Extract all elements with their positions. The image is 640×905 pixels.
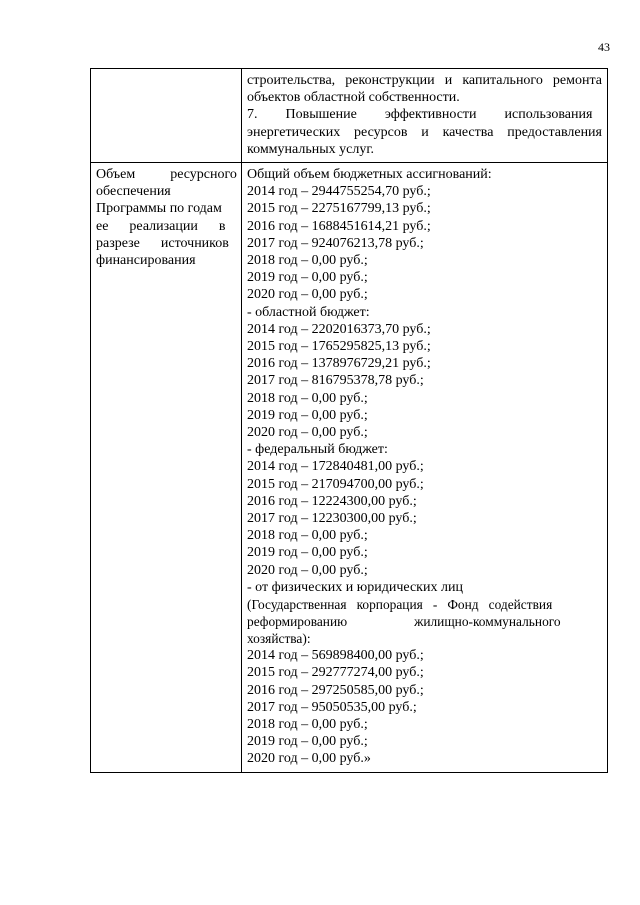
total-line: 2016 год – 1688451614,21 руб.; <box>247 218 431 234</box>
text-line: строительства, реконструкции и капитального ремонта <box>247 73 602 88</box>
section-title-federal: - федеральный бюджет: <box>247 442 388 458</box>
section-title-private: - от физических и юридических лиц <box>247 579 463 595</box>
federal-line: 2020 год – 0,00 руб.; <box>247 562 368 578</box>
federal-line: 2018 год – 0,00 руб.; <box>247 528 368 544</box>
federal-line: 2017 год – 12230300,00 руб.; <box>247 511 417 527</box>
label-line: финансирования <box>96 253 196 269</box>
federal-line: 2016 год – 12224300,00 руб.; <box>247 493 417 509</box>
text-line: коммунальных услуг. <box>247 141 375 157</box>
table-row <box>91 163 608 773</box>
label-line: разрезе источников <box>96 235 229 251</box>
private-line: 2019 год – 0,00 руб.; <box>247 734 368 750</box>
regional-line: 2018 год – 0,00 руб.; <box>247 390 368 406</box>
section-title-total: Общий объем бюджетных ассигнований: <box>247 167 492 183</box>
regional-line: 2016 год – 1378976729,21 руб.; <box>247 356 431 372</box>
federal-line: 2014 год – 172840481,00 руб.; <box>247 459 424 475</box>
label-line: обеспечения <box>96 184 171 200</box>
regional-line: 2017 год – 816795378,78 руб.; <box>247 373 424 389</box>
label-line: ее реализации в <box>96 218 226 234</box>
federal-line: 2015 год – 217094700,00 руб.; <box>247 476 424 492</box>
total-line: 2017 год – 924076213,78 руб.; <box>247 235 424 251</box>
label-line: Программы по годам <box>96 201 222 217</box>
text-line: объектов областной собственности. <box>247 90 460 106</box>
row2-left-cell <box>91 163 242 773</box>
private-line: 2015 год – 292777274,00 руб.; <box>247 665 424 681</box>
program-table <box>90 68 608 773</box>
total-line: 2014 год – 2944755254,70 руб.; <box>247 184 431 200</box>
private-desc-line: (Государственная корпорация - Фонд содействия <box>247 597 553 613</box>
private-desc-line: хозяйства): <box>247 631 311 647</box>
private-line: 2017 год – 95050535,00 руб.; <box>247 699 417 715</box>
regional-line: 2015 год – 1765295825,13 руб.; <box>247 339 431 355</box>
total-line: 2015 год – 2275167799,13 руб.; <box>247 201 431 217</box>
private-line: 2020 год – 0,00 руб.» <box>247 751 371 767</box>
row2-right-cell <box>242 163 608 773</box>
table-row <box>91 69 608 163</box>
private-desc-line: реформированию жилищно-коммунального <box>247 614 561 630</box>
item-7-line: 7. Повышение эффективности использования <box>247 107 593 123</box>
total-line: 2020 год – 0,00 руб.; <box>247 287 368 303</box>
row1-right-cell <box>242 69 608 163</box>
label-line: Объем ресурсного <box>96 167 237 183</box>
page-number: 43 <box>598 40 610 54</box>
total-line: 2019 год – 0,00 руб.; <box>247 270 368 286</box>
federal-line: 2019 год – 0,00 руб.; <box>247 545 368 561</box>
private-line: 2016 год – 297250585,00 руб.; <box>247 682 424 698</box>
section-title-regional: - областной бюджет: <box>247 304 370 320</box>
row1-left-cell <box>91 69 242 163</box>
regional-line: 2020 год – 0,00 руб.; <box>247 425 368 441</box>
text-line: энергетических ресурсов и качества предоставления <box>247 124 602 140</box>
regional-line: 2019 год – 0,00 руб.; <box>247 407 368 423</box>
regional-line: 2014 год – 2202016373,70 руб.; <box>247 321 431 337</box>
private-line: 2014 год – 569898400,00 руб.; <box>247 648 424 664</box>
total-line: 2018 год – 0,00 руб.; <box>247 253 368 269</box>
private-line: 2018 год – 0,00 руб.; <box>247 716 368 732</box>
